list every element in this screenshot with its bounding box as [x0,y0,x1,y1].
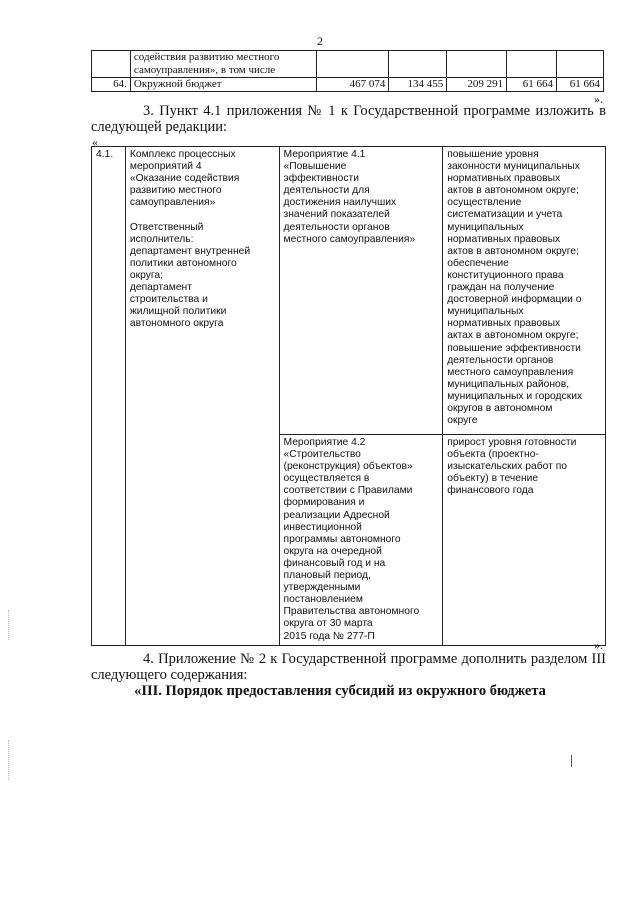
cell-line: округа; [129,269,163,281]
row-number: 64. [92,78,131,92]
cell-line: департамент внутренней [129,245,251,257]
budget-value: 209 291 [447,78,507,92]
cell-line: актов в автономном округе; [447,185,579,197]
cell-line: (реконструкция) объектов» [283,461,413,473]
cell-line: нормативных правовых [447,233,561,245]
cell-line: плановый период, [283,570,371,582]
cell-line: программы автономного [283,533,401,545]
cell-line: повышение эффективности [447,342,581,354]
measure-4-2-result [443,435,606,646]
cell-line: автономного округа [129,318,224,330]
cell-line: инвестиционной [283,521,362,533]
cell-line: достоверной информации о [447,294,582,306]
margin-mark [571,755,572,767]
cell-line: постановлением [283,594,363,606]
cell-line: объекту) в течение [447,473,539,485]
cell-line: муниципальных [447,221,524,233]
page-number: 2 [317,34,323,48]
cell-line: деятельности для [283,185,370,197]
cell-line: законности муниципальных [447,161,580,173]
budget-source: Окружной бюджет [130,78,316,92]
cell-line: «Оказание содействия [129,173,240,185]
measure-4-1-name [279,147,443,435]
closing-quote: ». [594,92,603,106]
cell-line: 2015 года № 277-П [283,630,375,642]
cell-line: мероприятий 4 [129,161,202,173]
measure-4-1-result [443,147,606,435]
cell-line: округа от 30 марта [283,618,373,630]
opening-quote: « [92,135,98,149]
cell-line: самоуправления» [129,197,216,209]
budget-value: 134 455 [389,78,447,92]
budget-value: 467 074 [316,78,389,92]
cell-line: финансовый год и на [283,557,386,569]
cell-line: утвержденными [283,582,361,594]
cell-line: нормативных правовых [447,173,561,185]
cell-line [130,209,275,221]
cell-line: местного самоуправления» [283,233,416,245]
cell-line: осуществляется в [283,473,370,485]
cell-line: формирования и [283,497,365,509]
cell-line: актов в автономном округе; [447,245,579,257]
cell-line: обеспечение [447,257,509,269]
cell-line: муниципальных районов, [447,378,570,390]
table-row [92,51,604,78]
cell-line: прирост уровня готовности [447,437,577,448]
cell-line: Правительства автономного [283,606,420,618]
table-row [92,147,606,435]
cell-line: политики автономного [129,257,237,269]
cell-line: осуществление [447,197,522,209]
cell-line: граждан на получение [447,282,555,294]
cell-line: «Строительство [283,449,361,461]
cell-line: актах в автономном округе; [447,330,579,342]
cell-line: реализации Адресной [283,509,390,521]
cell-line: «Повышение [283,161,347,173]
cell-line: Ответственный [129,221,204,233]
cell-line: округов в автономном [447,402,553,414]
cell-line: конституционного права [447,269,564,281]
process-complex-cell [125,147,279,646]
cell-line: достижения наилучших [283,197,397,209]
measure-4-2-name [279,435,443,646]
cell-line: округе [447,415,478,427]
cell-line: местного самоуправления [447,366,574,378]
cell-line: изыскательских работ по [447,461,567,473]
budget-table [91,50,604,92]
budget-row-name: содействия развитию местного самоуправления», в том числе [130,51,316,78]
paragraph-3: 3. Пункт 4.1 приложения № 1 к Государственной программе изложить в следующей редакции: [91,103,606,135]
cell-line: муниципальных и городских [447,390,583,402]
item-number: 4.1. [92,147,126,646]
cell-line: Комплекс процессных [129,149,236,160]
cell-line: строительства и [129,294,208,306]
cell-line: Мероприятие 4.2 [283,437,366,448]
budget-value: 61 664 [557,78,604,92]
cell-line: финансового года [447,485,534,497]
cell-line: муниципальных [447,306,524,318]
cell-line: развитию местного [129,185,222,197]
cell-line: Мероприятие 4.1 [283,149,366,160]
cell-line: значений показателей [283,209,390,221]
cell-line: эффективности [283,173,360,185]
section-heading: «III. Порядок предоставления субсидий из окружного бюджета [134,683,546,699]
cell-line: нормативных правовых [447,318,561,330]
cell-line: жилищной политики [129,306,227,318]
cell-line: повышение уровня [447,149,539,160]
cell-line: деятельности органов [447,354,554,366]
scan-dots [8,740,12,780]
cell-line: соответствии с Правилами [283,485,413,497]
measures-table [91,146,606,646]
paragraph-4: 4. Приложение № 2 к Государственной программе дополнить разделом III следующего содержания: [91,651,606,683]
cell-line: систематизации и учета [447,209,563,221]
table-row [92,78,604,92]
cell-line: округа на очередной [283,545,382,557]
scan-dots [8,610,12,640]
cell-line: деятельности органов [283,221,390,233]
cell-line: объекта (проектно- [447,449,539,461]
cell-line: департамент [129,282,192,294]
budget-value: 61 664 [507,78,557,92]
cell-line: исполнитель: [129,233,194,245]
closing-quote: ». [594,638,603,652]
